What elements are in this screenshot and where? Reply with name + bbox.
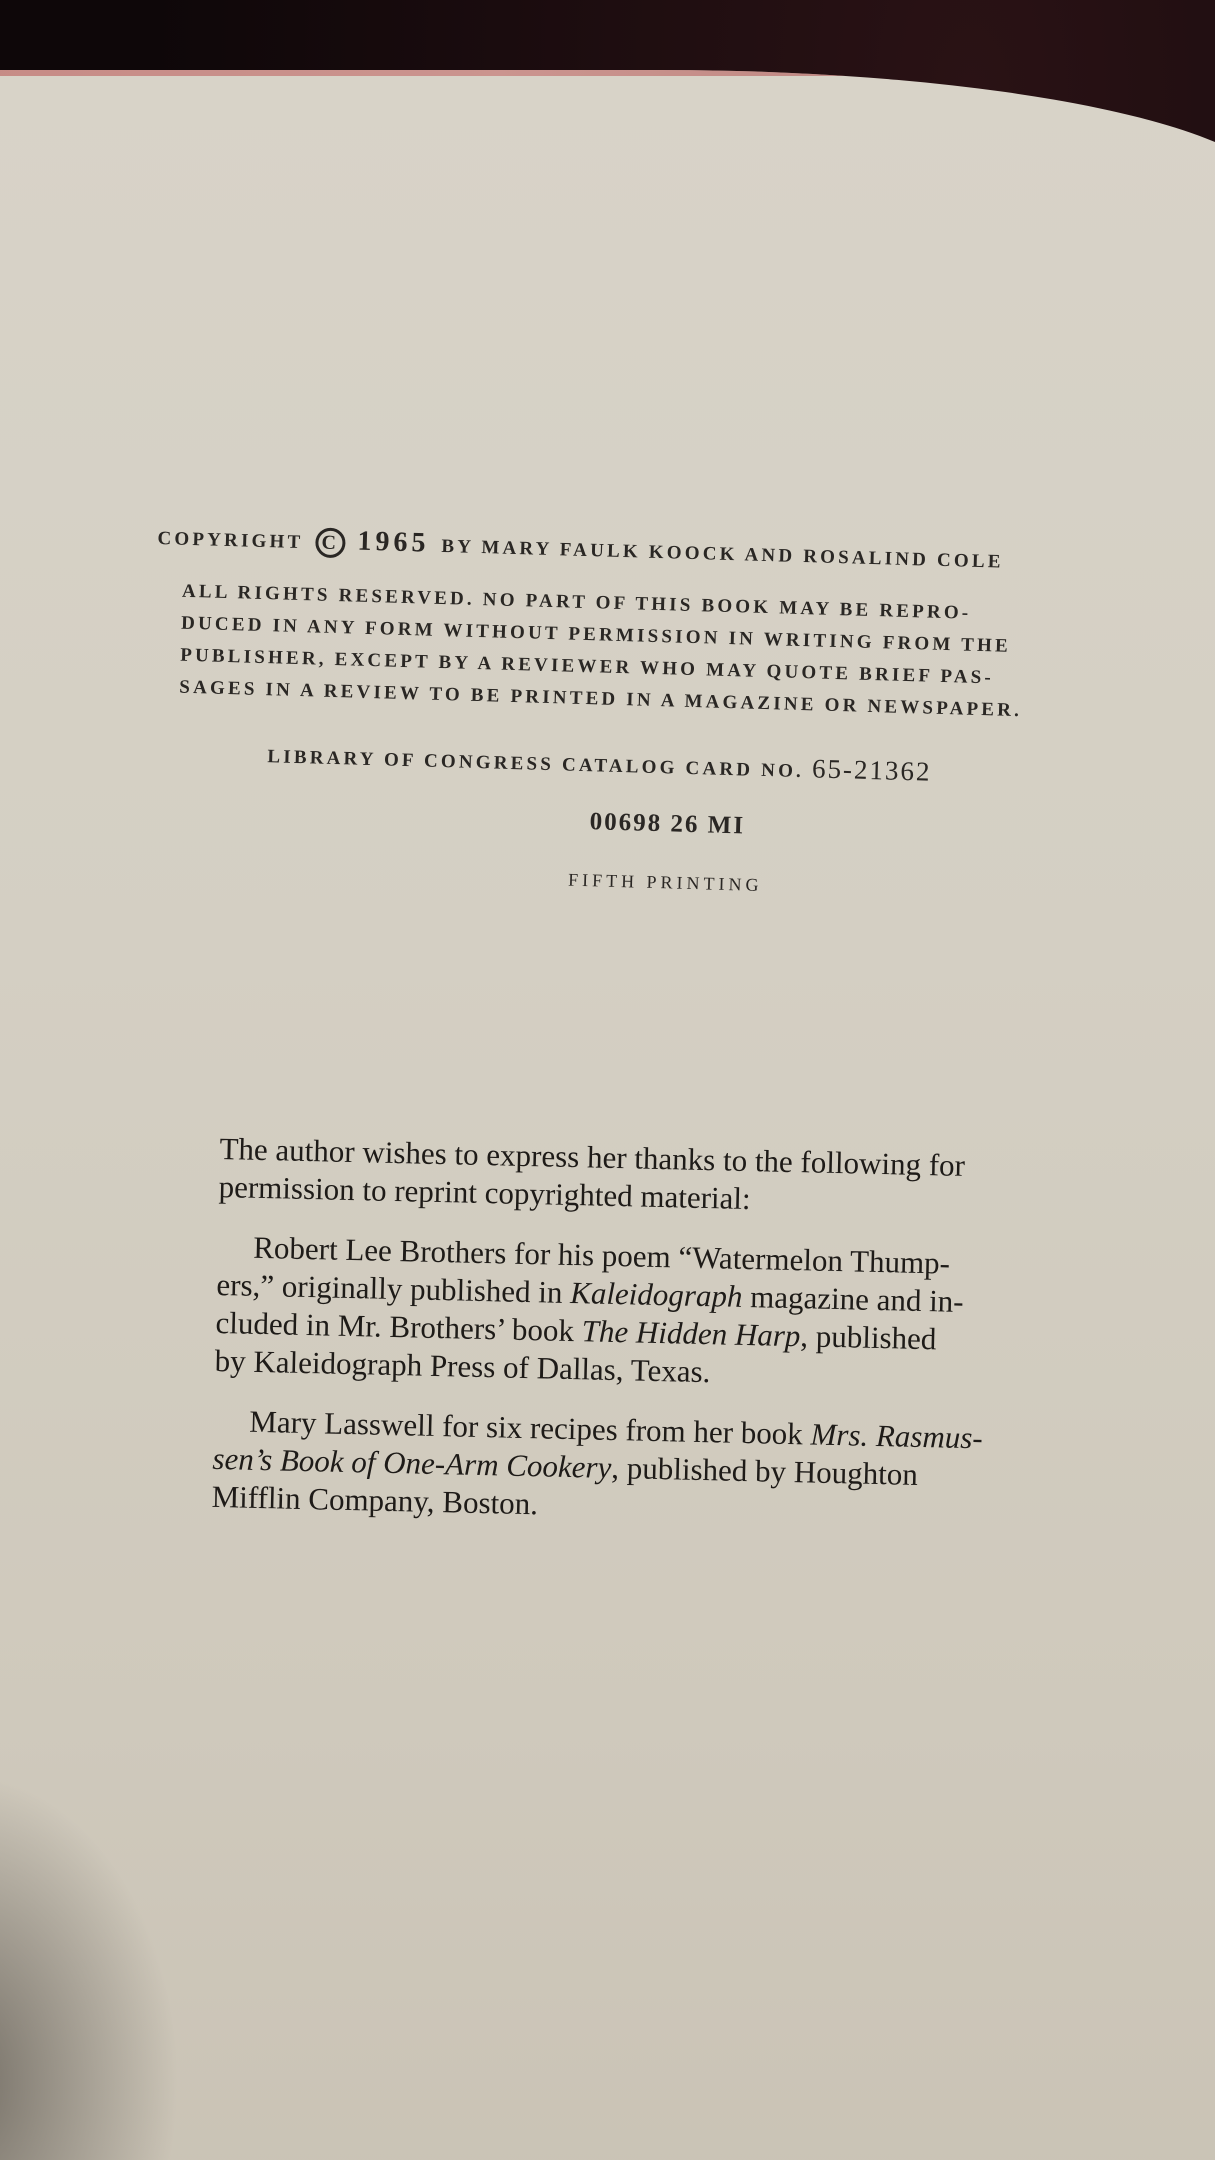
publication-title: Kaleidograph: [569, 1274, 743, 1314]
book-title: The Hidden Harp: [581, 1313, 801, 1354]
bleed-through-text: [540, 970, 554, 1021]
copyright-symbol-icon: C: [315, 527, 346, 558]
ack-line: Robert Lee Brothers for his poem “Watermelon Thump-: [252, 1229, 951, 1281]
ack-text: ers,” originally published in: [216, 1266, 571, 1310]
acknowledgments: [211, 1130, 1180, 1560]
acknowledgment-lasswell: [211, 1402, 1173, 1538]
catalog-card-line: [151, 735, 1211, 796]
printing-code: 00698 26 MI: [589, 808, 746, 840]
copyright-block: [148, 520, 1215, 908]
ack-line: Mifflin Company, Boston.: [211, 1478, 539, 1522]
printing-edition: FIFTH PRINTING: [567, 869, 763, 896]
acknowledgment-brothers: [214, 1228, 1177, 1402]
intro-line: The author wishes to express her thanks to the following for: [219, 1130, 966, 1183]
hand-shadow: [0, 1770, 180, 2160]
ack-text: , published by Houghton: [610, 1449, 919, 1492]
ack-text: cluded in Mr. Brothers’ book: [215, 1304, 583, 1349]
rights-line: SAGES IN A REVIEW TO BE PRINTED IN A MAGAZINE OR NEWSPAPER.: [179, 676, 1023, 722]
book-title: sen’s Book of One-Arm Cookery: [212, 1440, 612, 1485]
copyright-holders: BY MARY FAULK KOOCK AND ROSALIND COLE: [441, 535, 1004, 573]
ack-text: magazine and in-: [742, 1278, 965, 1319]
catalog-number: 65-21362: [811, 753, 932, 787]
rights-statement: [153, 575, 1215, 733]
ack-line: by Kaleidograph Press of Dallas, Texas.: [214, 1342, 711, 1390]
ack-text: Mary Lasswell for six recipes from her book: [249, 1403, 811, 1452]
ack-text: , published: [800, 1318, 937, 1357]
rights-line: PUBLISHER, EXCEPT BY A REVIEWER WHO MAY QUOTE BRIEF PAS-: [179, 644, 995, 689]
rights-line: DUCED IN ANY FORM WITHOUT PERMISSION IN WRITING FROM THE: [180, 612, 1012, 657]
rights-line: ALL RIGHTS RESERVED. NO PART OF THIS BOOK MAY BE REPRO-: [181, 580, 972, 624]
book-page: [0, 70, 1215, 2160]
book-title: Mrs. Rasmus-: [810, 1416, 984, 1456]
catalog-label: LIBRARY OF CONGRESS CATALOG CARD NO.: [267, 746, 805, 783]
copyright-year: 1965: [357, 525, 430, 559]
intro-line: permission to reprint copyrighted material:: [218, 1168, 752, 1217]
copyright-prefix: COPYRIGHT: [157, 527, 304, 554]
